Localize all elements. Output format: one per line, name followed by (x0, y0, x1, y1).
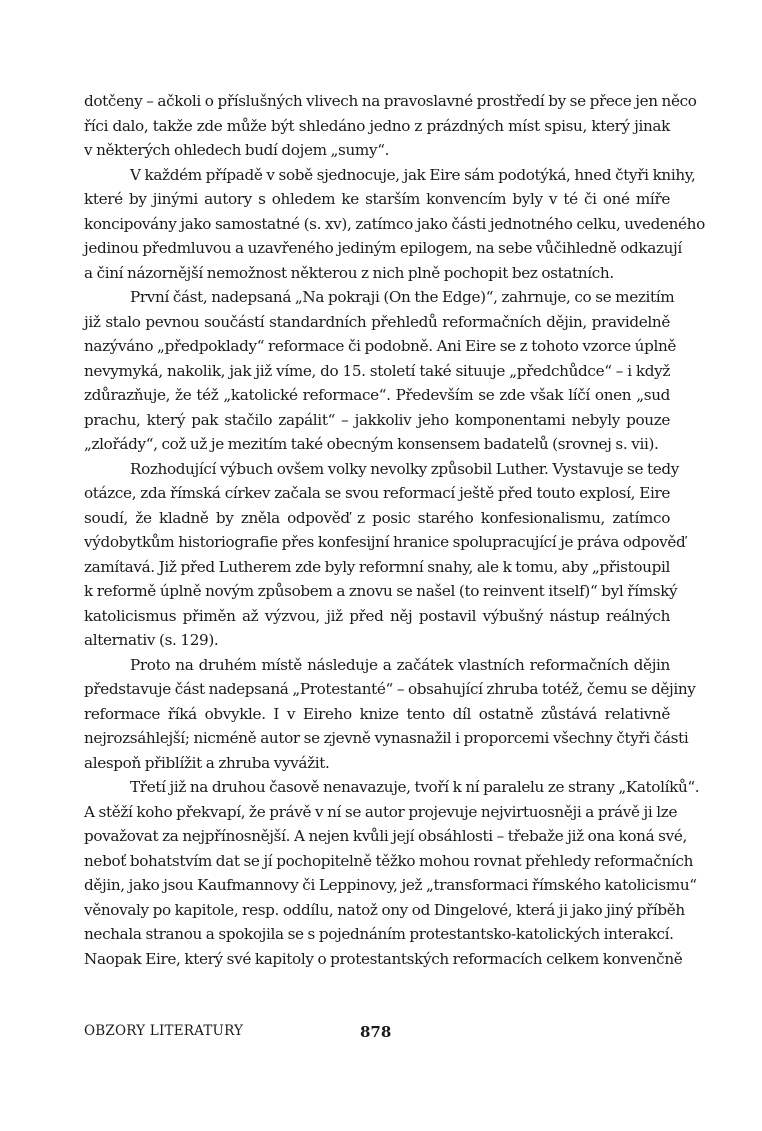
text-line: prachu, který pak stačilo zapálit“ – jakkoliv jeho komponentami nebyly pouze (84, 410, 670, 429)
journal-title: OBZORY LITERATURY (84, 1023, 244, 1039)
text-line: katolicismus přiměn až výzvou, již před něj postavil výbušný nástup reálných (84, 606, 670, 625)
text-line: Třetí již na druhou časově nenavazuje, tvoří k ní paralelu ze strany „Katolíků“. (130, 778, 700, 796)
text-line: reformace říká obvykle. I v Eireho knize tento díl ostatně zůstává relativně (84, 704, 670, 723)
text-line: Proto na druhém místě následuje a začátek vlastních reformačních dějin (130, 655, 670, 674)
text-line: Rozhodující výbuch ovšem volky nevolky způsobil Luther. Vystavuje se tedy (130, 459, 679, 478)
text-line: k reformě úplně novým způsobem a znovu se našel (to reinvent itself)“ byl římský (84, 582, 678, 600)
text-line: nevymyká, nakolik, jak již víme, do 15. století také situuje „předchůdce“ – i když (84, 361, 670, 380)
text-line: které by jinými autory s ohledem ke starším konvencím byly v té či oné míře (84, 190, 670, 208)
text-line: A stěží koho překvapí, že právě v ní se autor projevuje nejvirtuosněji a právě ji lze (84, 802, 678, 821)
text-line: alternativ (s. 129). (84, 631, 219, 649)
text-line: otázce, zda římská církev začala se svou reformací ještě před touto explosí, Eire (84, 484, 670, 502)
text-line: „zlořády“, což už je mezitím také obecným konsensem badatelů (srovnej s. vii). (84, 435, 659, 453)
text-line: V každém případě v sobě sjednocuje, jak Eire sám podotýká, hned čtyři knihy, (130, 165, 696, 184)
text-line: nejrozsáhlejší; nicméně autor se zjevně vynasnažil i proporcemi všechny čtyři části (84, 729, 689, 747)
text-line: koncipovány jako samostatné (s. xv), zatímco jako části jednotného celku, uvedeného (84, 214, 705, 233)
text-line: nechala stranou a spokojila se s pojednáním protestantsko-katolických interakcí. (84, 925, 674, 943)
text-line: říci dalo, takže zde může být shledáno jedno z prázdných míst spisu, který jinak (84, 116, 670, 135)
text-line: výdobytkům historiografie přes konfesijní hranice spolupracující je práva odpověď (84, 533, 686, 551)
text-line: v některých ohledech budí dojem „sumy“. (84, 141, 390, 159)
page-footer (84, 1023, 670, 1045)
text-line: představuje část nadepsaná „Protestanté“ – obsahující zhruba totéž, čemu se dějiny (84, 680, 696, 698)
text-line: považovat za nejpřínosnější. A nejen kvůli její obsáhlosti – třebaže již ona koná své, (84, 827, 687, 845)
text-line: dějin, jako jsou Kaufmannovy či Leppinovy, jež „transformaci římského katolicismu“ (84, 876, 697, 894)
text-line: zdůrazňuje, že též „katolické reformace“. Především se zde však líčí onen „sud (84, 386, 670, 404)
text-line: Naopak Eire, který své kapitoly o protestantských reformacích celkem konvenčně (84, 949, 683, 968)
body-text (84, 89, 705, 971)
text-line: alespoň přiblížit a zhruba vyvážit. (84, 753, 330, 772)
text-line: zamítavá. Již před Lutherem zde byly reformní snahy, ale k tomu, aby „přistoupil (84, 557, 670, 576)
text-line: jedinou předmluvou a uzavřeného jediným epilogem, na sebe vůčihledně odkazují (84, 239, 682, 257)
text-line: nazýváno „předpoklady“ reformace či podobně. Ani Eire se z tohoto vzorce úplně (84, 337, 677, 355)
text-line: a činí názornější nemožnost některou z nich plně pochopit bez ostatních. (84, 263, 614, 282)
page-number: 878 (360, 1023, 392, 1041)
text-line: dotčeny – ačkoli o příslušných vlivech na pravoslavné prostředí by se přece jen něco (84, 92, 697, 110)
text-line: soudí, že kladně by zněla odpověď z posic starého konfesionalismu, zatímco (84, 508, 670, 527)
text-line: věnovaly po kapitole, resp. oddílu, natož ony od Dingelové, která ji jako jiný příběh (84, 900, 685, 919)
text-line: již stalo pevnou součástí standardních přehledů reformačních dějin, pravidelně (84, 312, 670, 331)
text-line: neboť bohatstvím dat se jí pochopitelně těžko mohou rovnat přehledy reformačních (84, 851, 694, 870)
text-line: První část, nadepsaná „Na pokraji (On the Edge)“, zahrnuje, co se mezitím (130, 288, 675, 306)
